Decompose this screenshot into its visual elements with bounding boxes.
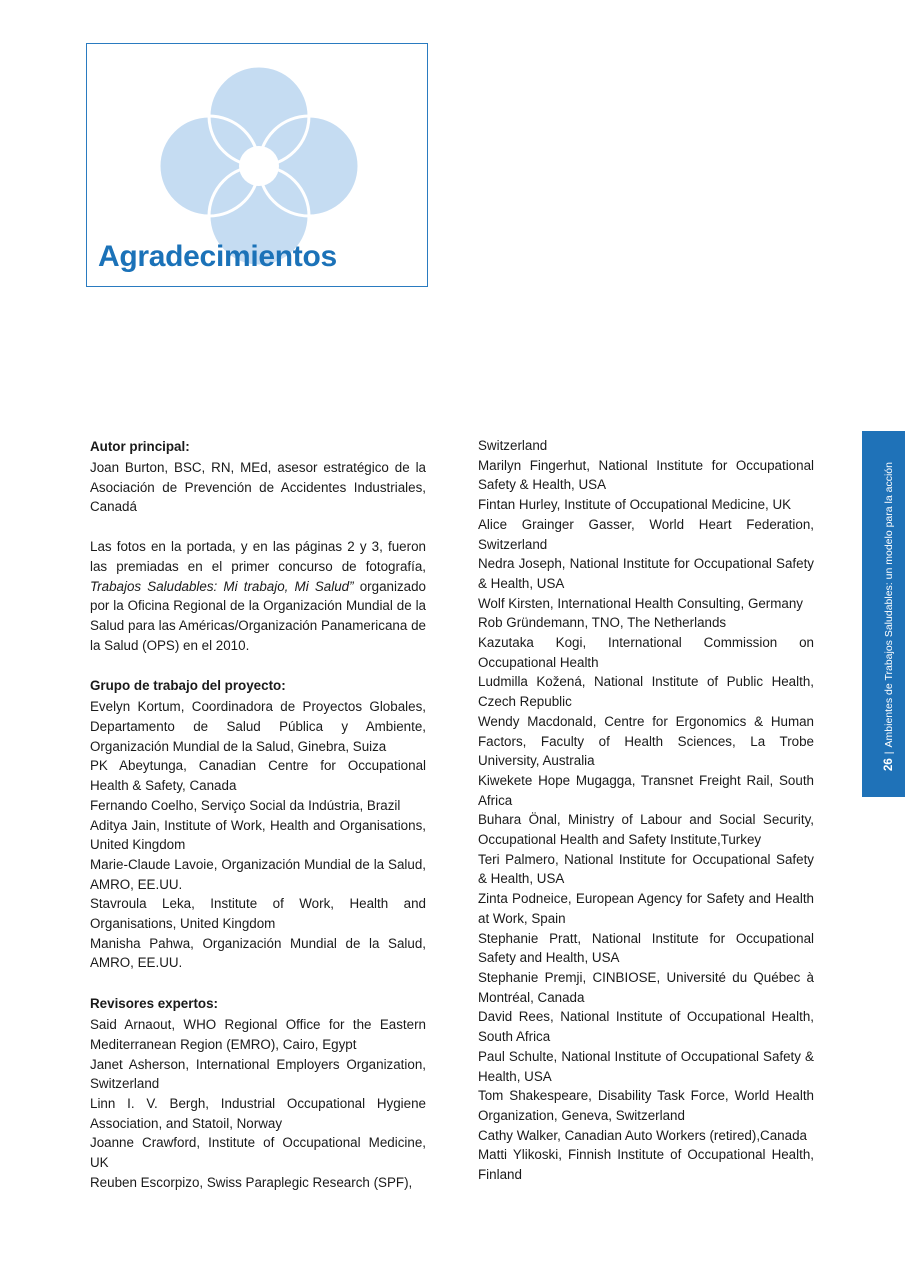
page-title: Agradecimientos	[98, 240, 337, 273]
list-item: Stephanie Premji, CINBIOSE, Université du Québec à Montréal, Canada	[478, 969, 814, 1005]
list-item: Evelyn Kortum, Coordinadora de Proyectos Globales, Departamento de Salud Pública y Ambiente, Organización Mundial de la Salud, Ginebra, Suiza	[90, 699, 426, 754]
list-item: Joanne Crawford, Institute of Occupational Medicine, UK	[90, 1135, 426, 1171]
reviewers-heading: Revisores expertos:	[90, 996, 219, 1012]
list-item: Paul Schulte, National Institute of Occupational Safety & Health, USA	[478, 1048, 814, 1084]
right-column	[478, 436, 814, 1185]
left-column	[90, 436, 426, 1193]
list-item: Ludmilla Kožená, National Institute of Public Health, Czech Republic	[478, 674, 814, 710]
photos-text-before: Las fotos en la portada, y en las páginas 2 y 3, fueron las premiadas en el primer concurso de fotografía,	[90, 539, 426, 574]
title-box	[86, 43, 428, 287]
list-item: Cathy Walker, Canadian Auto Workers (retired),Canada	[478, 1127, 807, 1143]
separator: |	[883, 751, 895, 755]
author-text: Joan Burton, BSC, RN, MEd, asesor estratégico de la Asociación de Prevención de Accidentes Industriales, Canadá	[90, 460, 426, 515]
list-item: Stavroula Leka, Institute of Work, Health and Organisations, United Kingdom	[90, 896, 426, 932]
author-heading: Autor principal:	[90, 439, 190, 454]
list-item: Tom Shakespeare, Disability Task Force, World Health Organization, Geneva, Switzerland	[478, 1088, 814, 1123]
list-item: Manisha Pahwa, Organización Mundial de la Salud, AMRO, EE.UU.	[90, 935, 426, 971]
list-item: Nedra Joseph, National Institute for Occupational Safety & Health, USA	[478, 556, 814, 591]
list-item: Buhara Önal, Ministry of Labour and Social Security, Occupational Health and Safety Institute,Turkey	[478, 812, 814, 848]
list-item: Linn I. V. Bergh, Industrial Occupational Hygiene Association, and Statoil, Norway	[90, 1095, 426, 1131]
list-item: Fernando Coelho, Serviço Social da Indústria, Brazil	[90, 797, 401, 813]
list-item: Wendy Macdonald, Centre for Ergonomics & Human Factors, Faculty of Health Sciences, La Trobe University, Australia	[478, 713, 814, 769]
list-item: Alice Grainger Gasser, World Heart Federation, Switzerland	[478, 516, 814, 552]
working-group-heading: Grupo de trabajo del proyecto:	[90, 678, 286, 694]
photos-paragraph	[90, 537, 426, 655]
list-item: Reuben Escorpizo, Swiss Paraplegic Research (SPF),	[90, 1174, 413, 1190]
photos-text-after: organizado por la Oficina Regional de la Organización Mundial de la Salud para las Américas/Organización Panamericana de la Salud (OPS) en el 2010.	[90, 578, 426, 653]
quatrefoil-ornament-icon	[157, 64, 362, 269]
list-item: Stephanie Pratt, National Institute for Occupational Safety and Health, USA	[478, 930, 814, 966]
list-item: Janet Asherson, International Employers Organization, Switzerland	[90, 1056, 426, 1092]
running-title: Ambientes de Trabajos Saludables: un modelo para la acción	[883, 462, 895, 748]
list-item: Wolf Kirsten, International Health Consulting, Germany	[478, 595, 804, 611]
page-number: 26	[883, 758, 895, 771]
photos-text-italic: Trabajos Saludables: Mi trabajo, Mi Salud”	[90, 578, 354, 594]
list-item: Kazutaka Kogi, International Commission on Occupational Health	[478, 635, 814, 670]
list-item: PK Abeytunga, Canadian Centre for Occupational Health & Safety, Canada	[90, 758, 426, 794]
list-item: Aditya Jain, Institute of Work, Health and Organisations, United Kingdom	[90, 817, 426, 853]
list-item: Switzerland	[478, 438, 548, 453]
side-tab	[862, 431, 905, 797]
list-item: Kiwekete Hope Mugagga, Transnet Freight Rail, South Africa	[478, 772, 814, 808]
list-item: Marilyn Fingerhut, National Institute for Occupational Safety & Health, USA	[478, 457, 814, 493]
list-item: Marie-Claude Lavoie, Organización Mundial de la Salud, AMRO, EE.UU.	[90, 856, 426, 892]
list-item: Rob Gründemann, TNO, The Netherlands	[478, 615, 727, 631]
list-item: Said Arnaout, WHO Regional Office for the Eastern Mediterranean Region (EMRO), Cairo, Egypt	[90, 1017, 426, 1052]
list-item: Fintan Hurley, Institute of Occupational Medicine, UK	[478, 497, 792, 513]
list-item: David Rees, National Institute of Occupational Health, South Africa	[478, 1009, 814, 1045]
list-item: Teri Palmero, National Institute for Occupational Safety & Health, USA	[478, 851, 814, 887]
list-item: Zinta Podneice, European Agency for Safety and Health at Work, Spain	[478, 891, 814, 926]
list-item: Matti Ylikoski, Finnish Institute of Occupational Health, Finland	[478, 1147, 814, 1183]
side-tab-text	[883, 462, 895, 771]
